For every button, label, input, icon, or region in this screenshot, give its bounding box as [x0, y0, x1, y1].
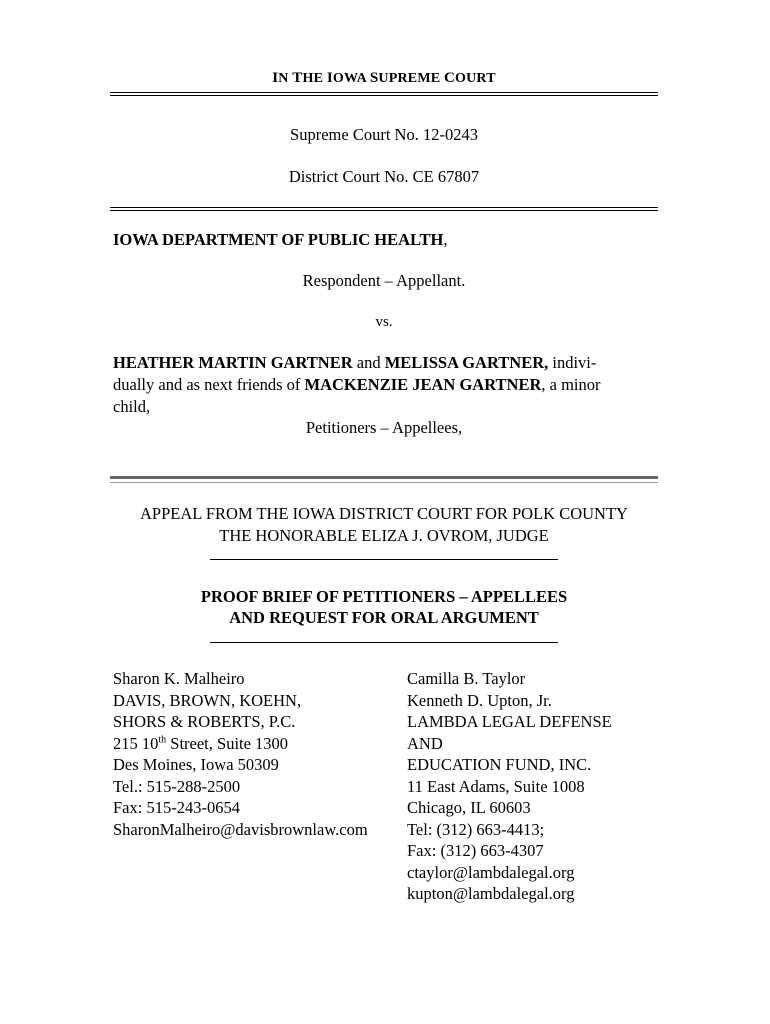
- counsel-right-line: Tel: (312) 663-4413;: [407, 819, 545, 839]
- brief-title-underline: [210, 642, 558, 643]
- counsel-left-email: SharonMalheiro@davisbrownlaw.com: [113, 819, 368, 839]
- petitioner-heather: HEATHER MARTIN GARTNER: [113, 353, 353, 372]
- address-number: 215 10: [113, 733, 159, 753]
- counsel-left-address: [113, 733, 368, 755]
- petitioner-melissa: MELISSA GARTNER,: [384, 353, 549, 372]
- court-title-smallcaps: HE: [302, 71, 327, 86]
- petitioner-mackenzie: MACKENZIE JEAN GARTNER: [304, 375, 542, 394]
- court-title: [110, 70, 658, 87]
- petitioners-block: [113, 352, 658, 418]
- petitioners-line-3: child,: [113, 397, 151, 416]
- section-thick-rule: [110, 476, 658, 479]
- appeal-line-2: THE HONORABLE ELIZA J. OVROM, JUDGE: [219, 526, 549, 545]
- counsel-left-city: Des Moines, Iowa 50309: [113, 755, 279, 774]
- respondent-name-line: [113, 229, 658, 251]
- petitioners-text-1: indivi-: [548, 353, 597, 372]
- court-title-letter: I: [272, 70, 279, 86]
- supreme-court-number: Supreme Court No. 12-0243: [290, 125, 478, 144]
- counsel-left-firm-2: SHORS & ROBERTS, P.C.: [113, 712, 296, 731]
- address-street: Street, Suite 1300: [166, 733, 289, 753]
- court-title-letter: C: [443, 70, 456, 86]
- counsel-right-line: kupton@lambdalegal.org: [407, 884, 575, 903]
- counsel-right-line: ctaylor@lambdalegal.org: [407, 862, 575, 882]
- brief-title-line-1: PROOF BRIEF OF PETITIONERS – APPELLEES: [200, 587, 568, 606]
- petitioners-and: and: [352, 353, 385, 372]
- court-title-smallcaps: UPREME: [378, 71, 444, 86]
- counsel-left-name: Sharon K. Malheiro: [113, 669, 245, 688]
- respondent-comma: ,: [443, 230, 448, 249]
- header-double-rule: [110, 92, 658, 94]
- court-title-smallcaps: OWA: [332, 71, 370, 86]
- counsel-right-line: EDUCATION FUND, INC.: [407, 755, 592, 774]
- appeal-line-1: APPEAL FROM THE IOWA DISTRICT COURT FOR POLK COUNTY: [140, 504, 628, 523]
- counsel-left-firm-1: DAVIS, BROWN, KOEHN,: [113, 690, 302, 710]
- court-title-letter: S: [369, 70, 379, 86]
- petitioners-text-3: , a minor: [541, 375, 601, 394]
- counsel-right-line: Kenneth D. Upton, Jr.: [407, 690, 552, 710]
- versus: vs.: [375, 314, 393, 330]
- brief-title-line-2: AND REQUEST FOR ORAL ARGUMENT: [229, 608, 539, 627]
- court-title-smallcaps: N: [278, 71, 293, 86]
- respondent-name: IOWA DEPARTMENT OF PUBLIC HEALTH: [113, 230, 444, 249]
- counsel-left-tel: Tel.: 515-288-2500: [113, 776, 241, 796]
- petitioners-line-1: [113, 352, 658, 374]
- counsel-right-line: LAMBDA LEGAL DEFENSE: [407, 712, 612, 731]
- counsel-right-line: Chicago, IL 60603: [407, 798, 531, 817]
- court-title-letter: I: [326, 70, 333, 86]
- case-double-rule: [110, 207, 658, 209]
- respondent-role: Respondent – Appellant.: [302, 271, 466, 290]
- address-superscript: th: [158, 734, 167, 745]
- appeal-underline: [210, 559, 558, 560]
- counsel-left-fax: Fax: 515-243-0654: [113, 798, 240, 817]
- petitioners-line-2: [113, 374, 658, 396]
- counsel-right-line: AND: [407, 733, 443, 753]
- counsel-left: [113, 668, 368, 840]
- counsel-right-line: Camilla B. Taylor: [407, 669, 526, 688]
- petitioners-role: Petitioners – Appellees,: [305, 418, 463, 437]
- court-title-letter: T: [292, 70, 303, 86]
- court-title-smallcaps: OURT: [455, 71, 496, 86]
- counsel-right-line: 11 East Adams, Suite 1008: [407, 776, 585, 796]
- petitioners-text-2: dually and as next friends of: [113, 375, 305, 394]
- counsel-right: [407, 668, 612, 905]
- district-court-number: District Court No. CE 67807: [288, 167, 480, 186]
- counsel-right-line: Fax: (312) 663-4307: [407, 841, 544, 860]
- section-thin-rule: [110, 482, 658, 483]
